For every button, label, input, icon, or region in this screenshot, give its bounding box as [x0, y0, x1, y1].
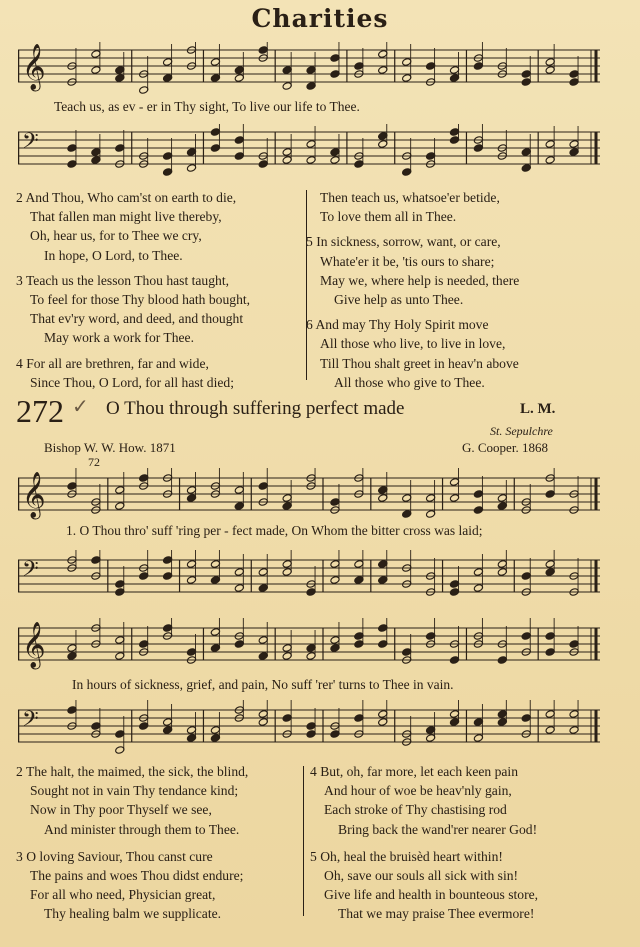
verse-line: Now in Thy poor Thyself we see, [30, 802, 212, 818]
verse-line: 6 And may Thy Holy Spirit move [306, 317, 489, 333]
note-head [569, 640, 579, 649]
note-head [186, 486, 196, 495]
page-title: Charities [251, 4, 389, 33]
note-head [497, 502, 507, 511]
note-head [67, 144, 77, 153]
note-head [449, 494, 459, 503]
note-head [234, 502, 244, 511]
note-head [139, 86, 149, 95]
note-head [378, 718, 388, 727]
note-head [545, 156, 555, 165]
note-head [449, 580, 459, 589]
note-head [210, 128, 220, 137]
measure-mark: 72 [88, 455, 100, 469]
note-head [330, 636, 340, 645]
verse-line: All those who live, to live in love, [320, 336, 506, 352]
note-head [449, 718, 459, 727]
note-head [306, 730, 316, 739]
note-head [163, 556, 173, 565]
note-head [545, 632, 555, 641]
verse-line: 3 O loving Saviour, Thou canst cure [16, 848, 213, 864]
note-head [282, 652, 292, 661]
note-head [354, 160, 364, 169]
note-head [210, 644, 220, 653]
note-head [378, 66, 388, 75]
verse-number: 5 [306, 234, 317, 250]
note-head [354, 576, 364, 585]
note-head [91, 556, 101, 565]
note-head [282, 156, 292, 165]
note-head [163, 58, 173, 67]
note-head [115, 580, 125, 589]
note-head [115, 74, 125, 83]
note-head [426, 734, 436, 743]
note-head [258, 160, 268, 169]
note-head [378, 50, 388, 59]
note-head [378, 486, 388, 495]
music-staff-treble-1 [18, 42, 600, 98]
lyric-line-2: In hours of sickness, grief, and pain, No suff 'rer' turns to Thee in vain. [72, 677, 454, 692]
verse-number: 3 [16, 848, 27, 864]
meter: L. M. [520, 401, 556, 417]
verses-left-1 [16, 188, 250, 392]
verse-line: That we may praise Thee evermore! [338, 906, 535, 922]
verse-line: Whate'er it be, 'tis ours to share; [320, 253, 495, 269]
note-head [354, 640, 364, 649]
verse-line: Give life and health in bounteous store, [324, 887, 539, 903]
note-head [330, 730, 340, 739]
note-head [449, 478, 459, 487]
note-head [545, 710, 555, 719]
note-head [497, 656, 507, 665]
note-head [186, 164, 196, 173]
note-head [115, 486, 125, 495]
verse-line: And minister through them to Thee. [44, 821, 240, 837]
note-head [67, 706, 77, 715]
author: Bishop W. W. How. 1871 [44, 440, 176, 455]
note-head [330, 576, 340, 585]
note-head [282, 148, 292, 157]
verse-number: 3 [16, 272, 26, 288]
bass-clef-icon: 𝄢 [22, 557, 39, 586]
note-head [186, 648, 196, 657]
verse-line: Bring back the wand'rer nearer God! [338, 821, 538, 837]
note-head [186, 560, 196, 569]
note-head [521, 148, 531, 157]
note-head [426, 510, 436, 519]
note-head [378, 494, 388, 503]
verse-line: 5 Oh, heal the bruisèd heart within! [310, 848, 503, 864]
note-head [163, 718, 173, 727]
note-head [282, 560, 292, 569]
note-head [282, 82, 292, 91]
note-head [378, 560, 388, 569]
note-head [545, 490, 555, 499]
verse-line: All those who give to Thee. [334, 374, 485, 390]
note-head [354, 560, 364, 569]
note-head [330, 156, 340, 165]
note-head [521, 632, 531, 641]
note-head [426, 152, 436, 161]
note-head [378, 640, 388, 649]
note-head [234, 136, 244, 145]
note-head [473, 490, 483, 499]
verse-number: 4 [310, 764, 321, 779]
note-head [378, 140, 388, 149]
note-head [521, 70, 531, 79]
verses-left-2 [16, 762, 248, 924]
note-head [234, 640, 244, 649]
verse-number: 5 [310, 848, 321, 864]
note-head [426, 632, 436, 641]
verse-line: That fallen man might live thereby, [30, 209, 222, 225]
note-head [378, 624, 388, 633]
note-head [282, 502, 292, 511]
note-head [115, 144, 125, 153]
note-head [234, 568, 244, 577]
note-head [569, 70, 579, 79]
verse-line: Each stroke of Thy chastising rod [324, 802, 507, 818]
note-head [354, 62, 364, 71]
note-head [139, 640, 149, 649]
note-head [521, 572, 531, 581]
verse-line: The pains and woes Thou didst endure; [30, 868, 244, 884]
music-staff-bass-2 [18, 550, 600, 610]
note-head [210, 576, 220, 585]
note-head [210, 726, 220, 735]
note-head [426, 62, 436, 71]
note-head [282, 494, 292, 503]
note-head [91, 722, 101, 731]
note-head [115, 636, 125, 645]
note-head [186, 734, 196, 743]
verse-line: May we, where help is needed, there [320, 272, 520, 288]
note-head [426, 726, 436, 735]
note-head [282, 66, 292, 75]
note-head [497, 568, 507, 577]
verse-line: 3 Teach us the lesson Thou hast taught, [16, 272, 229, 288]
note-head [282, 568, 292, 577]
lyric-line-1: 1. O Thou thro' suff 'ring per - fect made, On Whom the bitter cross was laid; [66, 523, 483, 538]
note-head [378, 576, 388, 585]
note-head [210, 74, 220, 83]
treble-clef-icon: 𝄞 [22, 44, 46, 89]
note-head [402, 74, 412, 83]
note-head [258, 568, 268, 577]
note-head [163, 168, 173, 177]
note-head [139, 572, 149, 581]
note-head [234, 66, 244, 75]
note-head [282, 644, 292, 653]
verse-number: 2 [16, 190, 26, 205]
verse-line: Till Thou shalt greet in heav'n above [320, 355, 519, 371]
note-head [449, 656, 459, 665]
note-head [258, 652, 268, 661]
note-head [67, 644, 77, 653]
verse-line: Oh, save our souls all sick with sin! [324, 868, 519, 884]
note-head [402, 510, 412, 519]
note-head [115, 652, 125, 661]
verse-line: 4 But, oh, far more, let each keen pain [310, 764, 518, 779]
note-head [473, 584, 483, 593]
note-head [258, 482, 268, 491]
note-head [402, 494, 412, 503]
note-head [473, 718, 483, 727]
verse-line: 2 The halt, the maimed, the sick, the blind, [16, 764, 249, 779]
verse-line: To feel for those Thy blood hath bought, [30, 292, 251, 308]
note-head [354, 714, 364, 723]
verse-line: That ev'ry word, and deed, and thought [30, 311, 244, 327]
note-head [306, 588, 316, 597]
note-head [258, 46, 268, 55]
verse-line: In hope, O Lord, to Thee. [44, 247, 183, 263]
note-head [569, 148, 579, 157]
note-head [139, 474, 149, 483]
verse-line: 2 And Thou, Who cam'st on earth to die, [16, 190, 237, 205]
note-head [163, 152, 173, 161]
note-head [330, 70, 340, 79]
note-head [115, 66, 125, 75]
verse-line: Since Thou, O Lord, for all hast died; [30, 374, 234, 390]
note-head [210, 734, 220, 743]
note-head [210, 144, 220, 153]
verse-number: 6 [306, 317, 316, 333]
note-head [402, 58, 412, 67]
hymn-title: O Thou through suffering perfect made [106, 398, 405, 419]
note-head [473, 506, 483, 515]
note-head [378, 132, 388, 141]
note-head [497, 710, 507, 719]
note-head [67, 160, 77, 169]
bass-clef-icon: 𝄢 [22, 707, 39, 736]
note-head [497, 560, 507, 569]
note-head [569, 710, 579, 719]
bass-clef-icon: 𝄢 [22, 129, 39, 158]
note-head [545, 140, 555, 149]
note-head [545, 560, 555, 569]
note-head [545, 58, 555, 67]
note-head [186, 494, 196, 503]
note-head [473, 568, 483, 577]
verse-line: For all who need, Physician great, [30, 887, 216, 903]
note-head [91, 148, 101, 157]
treble-clef-icon: 𝄞 [22, 472, 46, 517]
note-head [473, 734, 483, 743]
note-head [545, 568, 555, 577]
note-head [163, 726, 173, 735]
note-head [306, 652, 316, 661]
note-head [91, 50, 101, 59]
note-head [163, 572, 173, 581]
note-head [306, 722, 316, 731]
note-head [449, 710, 459, 719]
note-head [306, 66, 316, 75]
note-head [330, 560, 340, 569]
music-staff-treble-3 [18, 618, 600, 678]
note-head [115, 502, 125, 511]
note-head [569, 140, 579, 149]
note-head [402, 168, 412, 177]
note-head [186, 148, 196, 157]
note-head [258, 584, 268, 593]
note-head [163, 74, 173, 83]
note-head [210, 560, 220, 569]
note-head [330, 148, 340, 157]
verse-line: 4 For all are brethren, far and wide, [16, 355, 209, 371]
note-head [569, 726, 579, 735]
column-divider [303, 766, 304, 916]
note-head [139, 722, 149, 731]
note-head [258, 718, 268, 727]
note-head [354, 632, 364, 641]
note-head [210, 58, 220, 67]
music-staff-treble-2 [18, 468, 600, 528]
check-mark-icon: ✓ [72, 396, 89, 418]
note-head [330, 498, 340, 507]
verse-line: Give help as unto Thee. [334, 292, 464, 308]
note-head [497, 718, 507, 727]
verse-line: Thy healing balm we supplicate. [44, 906, 222, 922]
note-head [521, 714, 531, 723]
note-head [449, 588, 459, 597]
verses-right-2 [310, 762, 538, 924]
note-head [163, 624, 173, 633]
note-head [234, 486, 244, 495]
hymn-number: 272 [16, 393, 64, 429]
note-head [330, 644, 340, 653]
note-head [330, 54, 340, 63]
note-head [569, 78, 579, 87]
note-head [91, 156, 101, 165]
note-head [115, 588, 125, 597]
verse-line: May work a work for Thee. [44, 330, 194, 346]
verse-number: 4 [16, 355, 27, 371]
note-head [234, 152, 244, 161]
note-head [521, 164, 531, 173]
note-head [545, 726, 555, 735]
verse-line: And hour of woe be heav'nly gain, [324, 783, 512, 799]
note-head [473, 62, 483, 71]
note-head [449, 136, 459, 145]
music-staff-bass-3 [18, 700, 600, 760]
music-staff-bass-1 [18, 124, 600, 180]
note-head [545, 648, 555, 657]
note-head [91, 66, 101, 75]
note-head [234, 584, 244, 593]
tune-name: St. Sepulchre [490, 424, 553, 438]
verse-line: Oh, hear us, for to Thee we cry, [30, 228, 202, 244]
note-head [545, 66, 555, 75]
note-head [306, 82, 316, 91]
verse-line: Then teach us, whatsoe'er betide, [320, 190, 500, 205]
note-head [234, 74, 244, 83]
verses-right-1 [306, 188, 519, 392]
verse-line: Sought not in vain Thy tendance kind; [30, 783, 239, 799]
verse-number: 2 [16, 764, 26, 779]
note-head [67, 652, 77, 661]
note-head [378, 710, 388, 719]
lyric-line: Teach us, as ev - er in Thy sight, To live our life to Thee. [54, 99, 360, 114]
verse-line: 5 In sickness, sorrow, want, or care, [306, 234, 501, 250]
note-head [306, 156, 316, 165]
note-head [426, 494, 436, 503]
note-head [521, 78, 531, 87]
note-head [210, 628, 220, 637]
note-head [67, 482, 77, 491]
note-head [306, 644, 316, 653]
note-head [282, 714, 292, 723]
note-head [115, 746, 125, 755]
note-head [473, 144, 483, 153]
note-head [449, 74, 459, 83]
note-head [449, 66, 459, 75]
note-head [402, 648, 412, 657]
note-head [258, 636, 268, 645]
note-head [306, 140, 316, 149]
note-head [186, 726, 196, 735]
note-head [115, 730, 125, 739]
note-head [258, 710, 268, 719]
note-head [497, 494, 507, 503]
verse-line: To love them all in Thee. [320, 209, 457, 225]
note-head [449, 128, 459, 137]
note-head [186, 576, 196, 585]
composer: G. Cooper. 1868 [462, 440, 548, 455]
treble-clef-icon: 𝄞 [22, 622, 46, 667]
